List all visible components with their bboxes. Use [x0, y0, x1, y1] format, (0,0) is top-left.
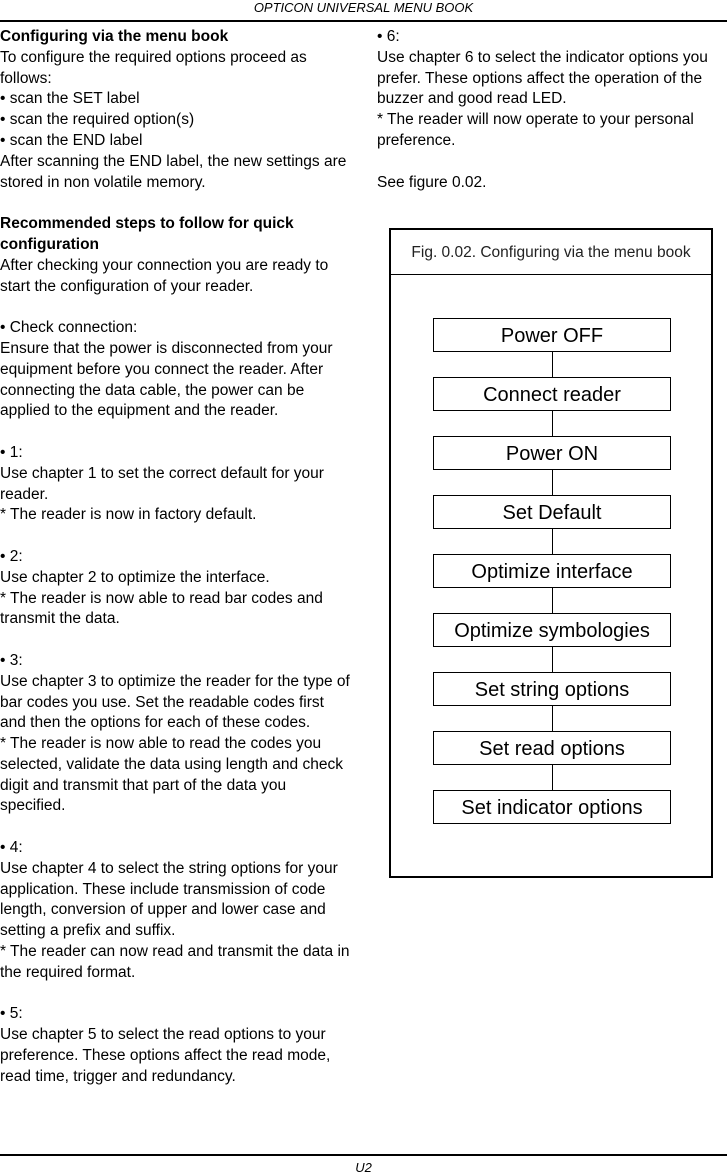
body-text: • 1:	[0, 443, 23, 461]
flow-step: Connect reader	[433, 377, 671, 411]
flow-connector	[552, 706, 553, 731]
flow-connector	[552, 411, 553, 436]
paragraph-gap	[0, 526, 350, 547]
flow-step: Power ON	[433, 436, 671, 470]
body-text: • 5:	[0, 1005, 23, 1023]
body-text: To configure the required options proceed as follows:	[0, 48, 307, 87]
flow-step: Optimize symbologies	[433, 613, 671, 647]
body-text: • 6:	[377, 28, 400, 45]
body-text: • Check connection:	[0, 319, 138, 337]
paragraph-gap	[377, 152, 722, 173]
left-column	[0, 27, 350, 1088]
body-text: • 4:	[0, 839, 23, 857]
body-text: Use chapter 4 to select the string options for your application. These include transmission of code length, conversion of upper and lower case and setting a prefix and suffix.	[0, 859, 338, 940]
body-text: • scan the SET label	[0, 90, 140, 108]
paragraph-gap	[0, 422, 350, 443]
body-text: • scan the END label	[0, 131, 143, 149]
flow-connector	[552, 470, 553, 495]
body-text: * The reader is now in factory default.	[0, 506, 257, 524]
flow-step: Set read options	[433, 731, 671, 765]
section-heading: Recommended steps to follow for quick configuration	[0, 215, 294, 253]
flow-connector	[552, 352, 553, 377]
paragraph-gap	[0, 297, 350, 318]
body-text: Use chapter 1 to set the correct default for your reader.	[0, 464, 324, 503]
flow-step: Optimize interface	[433, 554, 671, 588]
flow-step: Set indicator options	[433, 790, 671, 824]
body-text: Use chapter 6 to select the indicator options you prefer. These options affect the operation of the buzzer and good read LED.	[377, 48, 708, 108]
page-number: U2	[355, 1160, 372, 1175]
footer-rule	[0, 1154, 727, 1156]
flowchart	[391, 230, 711, 876]
body-text: • 2:	[0, 547, 23, 565]
running-header: OPTICON UNIVERSAL MENU BOOK	[253, 0, 474, 15]
body-text: After checking your connection you are ready to start the configuration of your reader.	[0, 256, 329, 295]
paragraph-gap	[0, 630, 350, 651]
body-text: * The reader will now operate to your personal preference.	[377, 111, 694, 149]
section-heading: Configuring via the menu book	[0, 28, 229, 45]
flow-connector	[552, 765, 553, 790]
right-column	[377, 27, 722, 193]
paragraph-gap	[0, 193, 350, 214]
paragraph-gap	[0, 817, 350, 838]
body-text: • scan the required option(s)	[0, 111, 195, 129]
body-text: See figure 0.02.	[377, 173, 487, 191]
body-text: After scanning the END label, the new settings are stored in non volatile memory.	[0, 152, 347, 191]
body-text: Use chapter 3 to optimize the reader for the type of bar codes you use. Set the readable codes first and then the options for each of these codes.	[0, 672, 350, 732]
body-text: Use chapter 5 to select the read options to your preference. These options affect the read mode, read time, trigger and redundancy.	[0, 1026, 331, 1085]
body-text: * The reader is now able to read bar codes and transmit the data.	[0, 589, 323, 628]
flow-connector	[552, 529, 553, 554]
figure-0-02	[389, 228, 713, 878]
flow-step: Power OFF	[433, 318, 671, 352]
body-text: • 3:	[0, 651, 23, 669]
flow-step: Set Default	[433, 495, 671, 529]
flow-connector	[552, 647, 553, 672]
flow-step: Set string options	[433, 672, 671, 706]
body-text: * The reader can now read and transmit the data in the required format.	[0, 943, 350, 981]
body-text: Use chapter 2 to optimize the interface.	[0, 568, 270, 586]
header-rule	[0, 20, 727, 22]
flow-connector	[552, 588, 553, 613]
figure-caption: Fig. 0.02. Configuring via the menu book	[391, 230, 711, 275]
body-text: Ensure that the power is disconnected from your equipment before you connect the reader. After connecting the data cable, the power can be applied to the equipment and the reader.	[0, 339, 333, 420]
paragraph-gap	[0, 984, 350, 1005]
body-text: * The reader is now able to read the codes you selected, validate the data using length and check digit and transmit that part of the data you specified.	[0, 735, 343, 815]
